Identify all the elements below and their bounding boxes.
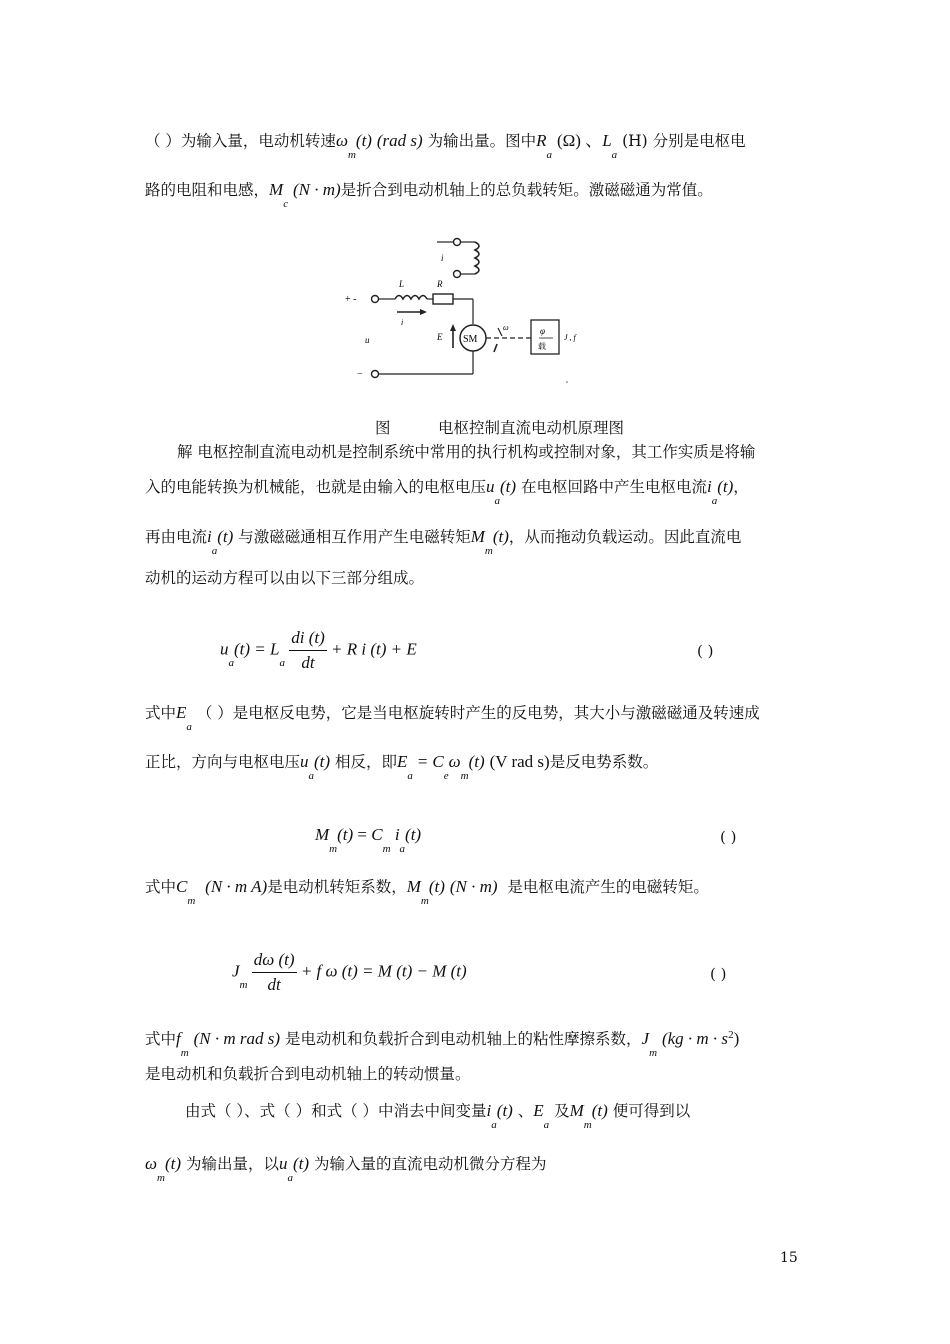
subscript: m xyxy=(329,843,338,855)
text-segment: 是电动机转矩系数， xyxy=(267,878,407,896)
text-segment: 为输出量。图中 xyxy=(427,132,537,150)
eq3-lhs: J xyxy=(232,961,240,981)
math-i: i xyxy=(486,1101,492,1120)
omega-symbol: ω xyxy=(448,752,461,771)
math-u: u xyxy=(300,752,309,771)
omega-symbol: ω xyxy=(145,1154,158,1173)
math-i: i xyxy=(707,477,712,496)
math-M: M xyxy=(269,180,284,199)
subscript: e xyxy=(443,770,449,782)
subscript: m xyxy=(420,895,429,907)
cm-line xyxy=(145,876,709,907)
subscript: a xyxy=(611,149,618,161)
math-t: (t) xyxy=(217,527,234,546)
math-t: (t) xyxy=(492,527,509,546)
eq3-rest: + f ω (t) = M (t) − M (t) xyxy=(300,961,467,981)
La-label: L xyxy=(399,279,405,289)
subscript: a xyxy=(399,843,406,855)
math-u: u xyxy=(278,1154,288,1173)
eq1-numerator: di (t) xyxy=(289,628,327,651)
Ra-label: R xyxy=(437,279,443,289)
math-t: (t) xyxy=(355,131,372,150)
text-segment: 是反电势系数。 xyxy=(549,753,659,771)
eq1-denominator: dt xyxy=(301,653,315,672)
eq1-rest: + R i (t) + E xyxy=(331,639,417,659)
eq1-fraction xyxy=(289,628,327,673)
text-segment: 动机的运动方程可以由以下三部分组成。 xyxy=(145,569,425,587)
math-M: M xyxy=(315,825,330,844)
eq3-denominator: dt xyxy=(267,975,281,994)
math-E: E xyxy=(176,703,187,722)
equation-3 xyxy=(232,950,467,995)
text-segment: （ ）是电枢反电势，它是当电枢旋转时产生的反电势，其大小与激磁磁通及转速成 xyxy=(196,704,760,722)
field-terminal-bottom xyxy=(454,271,461,278)
solution-line-2 xyxy=(145,476,749,507)
omega-symbol: ω xyxy=(335,131,348,150)
math-t: (t) xyxy=(500,477,517,496)
equation-1-number: ( ) xyxy=(697,642,714,660)
minus-sign: − xyxy=(357,369,363,380)
subscript: a xyxy=(287,1172,293,1184)
text-segment: 是电动机和负载折合到电动机轴上的粘性摩擦系数， xyxy=(285,1030,642,1049)
load-symbol: φ xyxy=(540,326,545,336)
unit-N-m: (N · m) xyxy=(293,180,341,199)
motor-circuit-diagram xyxy=(335,228,605,388)
subscript: a xyxy=(211,545,218,557)
figure-caption-title: 电枢控制直流电动机原理图 xyxy=(438,419,625,437)
ea-line-2: 正比，方向与电枢电压$u_a(t)$ 相反，即$E_a = C_e\omega_m(t)$ (V rad s)是反电势系数。 xyxy=(145,752,659,782)
text-segment: 、 xyxy=(517,1102,534,1120)
input-terminal-plus xyxy=(372,296,379,303)
math-t: (t) xyxy=(496,1101,513,1120)
omega-label: ω xyxy=(503,323,509,332)
subscript: a xyxy=(186,721,192,733)
math-C: C xyxy=(176,877,188,896)
text-segment: 式中 xyxy=(145,704,177,722)
elim-line-1 xyxy=(185,1100,691,1131)
text-segment: 路的电阻和电感， xyxy=(145,181,270,199)
math-t: (t) xyxy=(337,825,354,844)
field-terminal-top xyxy=(454,239,461,246)
if-label: i xyxy=(441,253,444,263)
text-segment: 与激磁磁通相互作用产生电磁转矩 xyxy=(238,528,471,546)
page-number: 15 xyxy=(780,1250,798,1266)
fm-line-1 xyxy=(145,1024,740,1060)
plus-sign: + - xyxy=(345,294,357,305)
math-i: i xyxy=(394,825,400,844)
text-segment: 相反，即 xyxy=(335,753,398,771)
unit-V-rad-s: (V rad s) xyxy=(489,752,550,771)
subscript: m xyxy=(460,770,469,782)
ua-label: u xyxy=(365,335,370,345)
unit-N-m-A: (N · m A) xyxy=(205,877,268,896)
math-t: (t) xyxy=(314,752,331,771)
subscript: a xyxy=(491,1119,497,1131)
text-segment: 在电枢回路中产生电枢电流 xyxy=(521,478,708,496)
math-t: (t) xyxy=(428,877,445,896)
input-terminal-minus xyxy=(372,371,379,378)
text-segment: 式中 xyxy=(145,878,177,896)
math-C: C xyxy=(371,825,383,844)
math-E: E xyxy=(533,1101,544,1120)
unit-N-m-rad-s: (N · m rad s) xyxy=(193,1029,281,1049)
field-coil xyxy=(475,242,479,274)
math-J: J xyxy=(641,1029,650,1049)
figure-caption-label: 图 xyxy=(375,419,391,437)
superscript: 2 xyxy=(728,1029,734,1041)
text-segment: 正比，方向与电枢电压 xyxy=(145,753,301,771)
subscript: m xyxy=(649,1047,658,1060)
close-paren: ) xyxy=(733,1029,740,1049)
fm-line-2: 是电动机和负载折合到电动机轴上的转动惯量。 xyxy=(145,1065,471,1083)
math-L: L xyxy=(602,131,612,150)
solution-line-4 xyxy=(145,567,424,589)
eq3-fraction xyxy=(252,950,297,995)
text-segment: 解 电枢控制直流电动机是控制系统中常用的执行机构或控制对象，其工作实质是将输 xyxy=(177,443,756,461)
solution-line-3 xyxy=(145,526,742,557)
eq1-rhs: (t) = L xyxy=(234,639,280,659)
text-segment: 为输入量的直流电动机微分方程为 xyxy=(313,1155,547,1173)
subscript: a xyxy=(711,495,718,507)
text-segment: 及 xyxy=(554,1102,570,1120)
subscript: m xyxy=(484,545,493,557)
subscript: m xyxy=(187,895,196,907)
paragraph-line-1 xyxy=(145,130,746,161)
elim-line-2 xyxy=(145,1153,547,1184)
subscript: a xyxy=(279,657,285,670)
equation-1 xyxy=(220,628,417,673)
equation-3-number: ( ) xyxy=(710,965,727,983)
equation-2: $M_m(t) = C_m$ $i_a(t)$ xyxy=(315,825,422,855)
text-segment: ， xyxy=(733,478,749,496)
sm-label: SM xyxy=(463,334,478,345)
math-t: (t) xyxy=(717,477,734,496)
text-segment: ，从而拖动负载运动。因此直流电 xyxy=(508,528,742,546)
armature-resistor xyxy=(433,294,453,304)
subscript: a xyxy=(494,495,501,507)
subscript: a xyxy=(546,149,553,161)
math-M: M xyxy=(569,1101,584,1120)
math-t: (t) xyxy=(591,1101,608,1120)
equation-2-number: ( ) xyxy=(720,828,737,846)
subscript: m xyxy=(382,843,391,855)
text-segment: 为输出量，以 xyxy=(185,1155,279,1173)
math-t: (t) xyxy=(164,1154,182,1173)
text-segment: 式中 xyxy=(145,1030,177,1049)
math-i: i xyxy=(207,527,212,546)
text-segment: (Ω) 、 xyxy=(556,131,603,150)
math-C: C xyxy=(432,752,444,771)
armature-inductor xyxy=(395,296,427,300)
math-E: E xyxy=(397,752,408,771)
text-segment: 是折合到电动机轴上的总负载转矩。激磁磁通为常值。 xyxy=(340,181,713,199)
ia-label: i xyxy=(401,318,404,327)
subscript: m xyxy=(157,1172,165,1184)
text-segment: 由式（ ）、式（ ）和式（ ）中消去中间变量 xyxy=(185,1102,487,1120)
math-R: R xyxy=(536,131,547,150)
eq3-numerator: dω (t) xyxy=(252,950,297,973)
subscript: c xyxy=(283,198,289,210)
unit-rad-s: (rad s) xyxy=(376,131,423,150)
text-segment: 再由电流 xyxy=(145,528,208,546)
unit-kg-m-s2: (kg · m · s xyxy=(661,1029,729,1049)
subscript: a xyxy=(308,770,315,782)
Ea-label: E xyxy=(437,332,443,342)
text-segment: （ ）为输入量，电动机转速 xyxy=(145,132,336,150)
ea-line-1 xyxy=(145,702,760,733)
text-segment: 便可得到以 xyxy=(612,1102,691,1120)
load-box-glyph: 载 xyxy=(538,342,546,351)
text-segment: 是电枢电流产生的电磁转矩。 xyxy=(507,878,709,896)
subscript: m xyxy=(180,1047,189,1060)
subscript: a xyxy=(228,657,234,670)
subscript: m xyxy=(239,979,248,992)
Jf-label: J , f xyxy=(564,333,576,342)
math-t: (t) xyxy=(405,825,422,844)
text-segment: 入的电能转换为机械能，也就是由输入的电枢电压 xyxy=(145,478,487,496)
math-M: M xyxy=(406,877,421,896)
text-segment: (H) 分别是电枢电 xyxy=(622,132,746,150)
subscript: a xyxy=(407,770,413,782)
math-M: M xyxy=(470,527,485,546)
math-t: (t) xyxy=(468,752,485,771)
math-f: f xyxy=(176,1029,181,1049)
solution-line-1 xyxy=(177,441,755,463)
eq1-lhs: u xyxy=(220,639,229,659)
math-u: u xyxy=(486,477,495,496)
subscript: m xyxy=(347,149,356,161)
subscript: a xyxy=(543,1119,550,1131)
math-t: (t) xyxy=(292,1154,310,1173)
unit-N-m: (N · m) xyxy=(449,877,498,896)
subscript: m xyxy=(583,1119,592,1131)
paragraph-line-2 xyxy=(145,179,713,210)
